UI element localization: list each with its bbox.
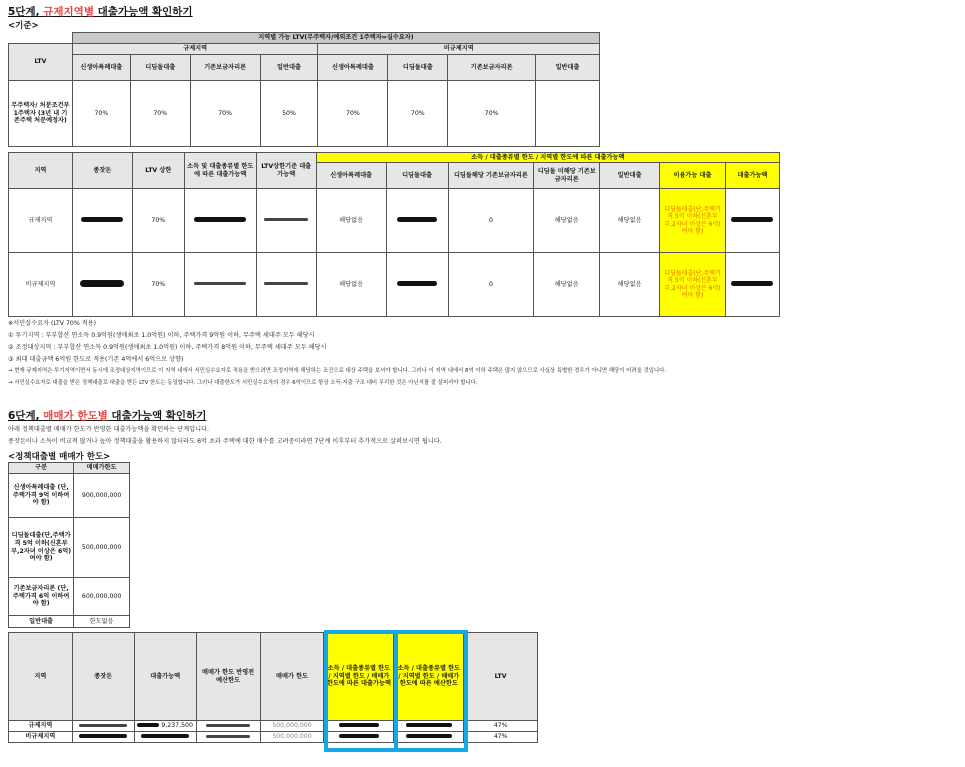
ltv-cell: 70% [130, 81, 190, 147]
ltv-cell: 70% [448, 81, 536, 147]
ltv-cell: 70% [388, 81, 448, 147]
step6-desc: 종잣돈이나 소득이 비교적 많거나 높아 정책대출을 활용하지 않더라도 6억 초과 주택에 대한 매수를 고려중이라면 7단계 이후부터 추가적으로 살펴보시면 됩니다. [8, 438, 442, 445]
redacted-seed [72, 253, 132, 317]
bogeum-cell: 해당없음 [534, 189, 600, 253]
budget-header-loan: 대출가능액 [134, 633, 196, 721]
limit-value: 한도없음 [74, 616, 130, 628]
note-line: → 서민실수요자로 대출을 받은 정책대출로 대출을 받든 LTV 한도는 동일합니다. 그러나 대출한도가 서민실수요자의 경우 6억이므로 항상 소득·지출 구조 대비 무리한 것은 아닌지를 잘 살피셔야 합니다. [8, 380, 478, 386]
redacted-prelimit [196, 721, 260, 732]
col-sinsaeng: 신생아특례대출 [72, 55, 130, 81]
redacted-income-limit [184, 189, 256, 253]
col-general: 일반대출 [536, 55, 600, 81]
loan-table [8, 152, 780, 317]
zero-cell: 0 [448, 189, 534, 253]
region-cell: 규제지역 [9, 721, 73, 732]
general-cell: 해당없음 [600, 189, 660, 253]
limit-header-price: 매매가한도 [74, 463, 130, 474]
note-line: ② 조정대상지역 : 부부합산 연소득 0.9억원(생애최초 1.0억원) 이하, 주택가격 8억원 이하, 무주택 세대주 모두 해당시 [8, 344, 327, 351]
loan-header-ltv: LTV 상한 [132, 153, 184, 189]
price-limit-table [8, 462, 130, 628]
loan-sub-nondidim-bogeum: 디딤돌 미해당 기존보금자리론 [534, 163, 600, 189]
note-line: ① 투기지역 : 부부합산 연소득 0.9억원(생애최초 1.0억원) 이하, 주택가격 9억원 이하, 무주택 세대주 모두 해당시 [8, 332, 315, 339]
redacted-ltv-limit [256, 189, 316, 253]
region-cell: 비규제지역 [9, 253, 73, 317]
loan-sub-didimdol: 디딤돌대출 [386, 163, 448, 189]
ltv-table [8, 32, 600, 147]
criteria-label: <기준> [8, 21, 39, 31]
loan-sub-general: 일반대출 [600, 163, 660, 189]
loan-sub-amount: 대출가능액 [725, 163, 779, 189]
col-sinsaeng: 신생아특례대출 [318, 55, 388, 81]
budget-header-yellow-budget: 소득 / 대출종류별 한도 / 지역별 한도 / 매매가 한도에 따른 예산한도 [394, 633, 464, 721]
col-general: 일반대출 [260, 55, 318, 81]
available-loan-cell: 디딤돌대출(단,주택가격 5억 이하(신혼부부,2자녀 이상은 6억)여야 함) [660, 189, 726, 253]
limit-table-title: <정책대출별 매매가 한도> [8, 452, 111, 462]
ltv-header: LTV [9, 44, 73, 81]
budget-header-seed: 종잣돈 [72, 633, 134, 721]
table-row [9, 518, 130, 578]
available-loan-cell: 디딤돌대출(단,주택가격 5억 이하(신혼부부,2자녀 이상은 6억)여야 함) [660, 253, 726, 317]
table-row [9, 253, 780, 317]
note-line: → 현재 규제지역은 투기지역이면서 동시에 조정대상지역이므로 이 지역 내에서 서민실수요자로 적용을 받으려면 조정지역에 해당하는 조건으로 대상 주택을 보셔야 합니다. 그러나 이 지역 내에서 8억 이하 주택은 많지 않으므로 사실상 특별한 경우가 아니면 해당이 어려울 것입니다. [8, 368, 667, 374]
ltv-cell: 70% [318, 81, 388, 147]
limit-value: 900,000,000 [74, 474, 130, 518]
redacted-ltv-limit [256, 253, 316, 317]
col-bogeumjari: 기존보금자리론 [448, 55, 536, 81]
limit-label: 기존보금자리론 (단,주택가격 6억 이하여야 함) [9, 578, 74, 616]
col-didimdol: 디딤돌대출 [388, 55, 448, 81]
limit-label: 디딤돌대출(단,주택가격 5억 이하(신혼부부,2자녀 이상은 6억)여야 함) [9, 518, 74, 578]
ltv-cell: 70% [132, 189, 184, 253]
ltv-cell: 70% [132, 253, 184, 317]
redacted-amount [725, 189, 779, 253]
budget-header-prelimit: 매매가 한도 반영전 예산한도 [196, 633, 260, 721]
loan-header-income-limit: 소득 및 대출종류별 한도에 따른 대출가능액 [184, 153, 256, 189]
loan-sub-available: 이용가능 대출 [660, 163, 726, 189]
redacted-seed [72, 189, 132, 253]
loan-cell [134, 721, 196, 732]
table-row [9, 578, 130, 616]
ltv-cell: 47% [464, 732, 538, 743]
budget-header-yellow-loan: 소득 / 대출종류별 한도 / 지역별 한도 / 매매가 한도에 따른 대출가능액 [324, 633, 394, 721]
loan-sub-sinsaeng: 신생아특례대출 [316, 163, 386, 189]
table-row [9, 616, 130, 628]
loan-header-yellow: 소득 / 대출종류별 한도 / 지역별 한도에 따른 대출가능액 [316, 153, 779, 163]
reg-region-header: 규제지역 [72, 44, 318, 55]
redacted-seed [72, 732, 134, 743]
redacted-didimdol [386, 189, 448, 253]
step5-title: 5단계, 규제지역별 대출가능액 확인하기 [8, 6, 193, 18]
table-row [9, 189, 780, 253]
sinsaeng-cell: 해당없음 [316, 253, 386, 317]
budget-header-region: 지역 [9, 633, 73, 721]
ltv-cell: 70% [190, 81, 260, 147]
region-cell: 규제지역 [9, 189, 73, 253]
highlight-frame-budget [394, 630, 468, 752]
table-row [9, 474, 130, 518]
ltv-row-label: 무주택자/ 처분조건부 1주택자 (3년 내 기존주택 처분예정자) [9, 81, 73, 147]
redacted-loan [134, 732, 196, 743]
zero-cell: 0 [448, 253, 534, 317]
ltv-cell: 50% [260, 81, 318, 147]
redacted-seed [72, 721, 134, 732]
ltv-cell: 70% [72, 81, 130, 147]
loan-header-seed: 종잣돈 [72, 153, 132, 189]
bogeum-cell: 해당없음 [534, 253, 600, 317]
sinsaeng-cell: 해당없음 [316, 189, 386, 253]
redacted-amount [725, 253, 779, 317]
step6-desc: 아래 정책대출별 매매가 한도가 반영한 대출가능액을 확인하는 단계입니다. [8, 426, 210, 433]
limit-value: 500,000,000 [74, 518, 130, 578]
ltv-cell-empty [536, 81, 600, 147]
step6-title: 6단계, 매매가 한도별 대출가능액 확인하기 [8, 410, 207, 422]
budget-header-ltv: LTV [464, 633, 538, 721]
col-didimdol: 디딤돌대출 [130, 55, 190, 81]
limit-header-type: 구분 [9, 463, 74, 474]
limit-label: 신생아특례대출 (단,주택가격 9억 이하여야 함) [9, 474, 74, 518]
loan-value: 9,237,500 [161, 722, 193, 730]
redacted-income-limit [184, 253, 256, 317]
note-line: ③ 최대 대출금액 6억원 한도로 적용(기존 4억에서 6억으로 상향) [8, 356, 184, 363]
loan-header-region: 지역 [9, 153, 73, 189]
highlight-frame-loan [324, 630, 398, 752]
loan-header-ltv-limit: LTV상한기준 대출가능액 [256, 153, 316, 189]
price-limit-cell: 500,000,000 [260, 721, 324, 732]
general-cell: 해당없음 [600, 253, 660, 317]
loan-sub-didim-bogeum: 디딤돌해당 기존보금자리론 [448, 163, 534, 189]
redacted-prelimit [196, 732, 260, 743]
col-bogeumjari: 기존보금자리론 [190, 55, 260, 81]
price-limit-cell: 500,000,000 [260, 732, 324, 743]
redacted-didimdol [386, 253, 448, 317]
budget-header-pricelimit: 매매가 한도 [260, 633, 324, 721]
limit-value: 600,000,000 [74, 578, 130, 616]
region-cell: 비규제지역 [9, 732, 73, 743]
ltv-table-caption: 지역별 가능 LTV(무주택자/예외조건 1주택자=실수요자) [72, 33, 599, 44]
nonreg-region-header: 비규제지역 [318, 44, 600, 55]
limit-label: 일반대출 [9, 616, 74, 628]
ltv-cell: 47% [464, 721, 538, 732]
note-line: ※서민실수요자 (LTV 70% 적용) [8, 320, 97, 327]
